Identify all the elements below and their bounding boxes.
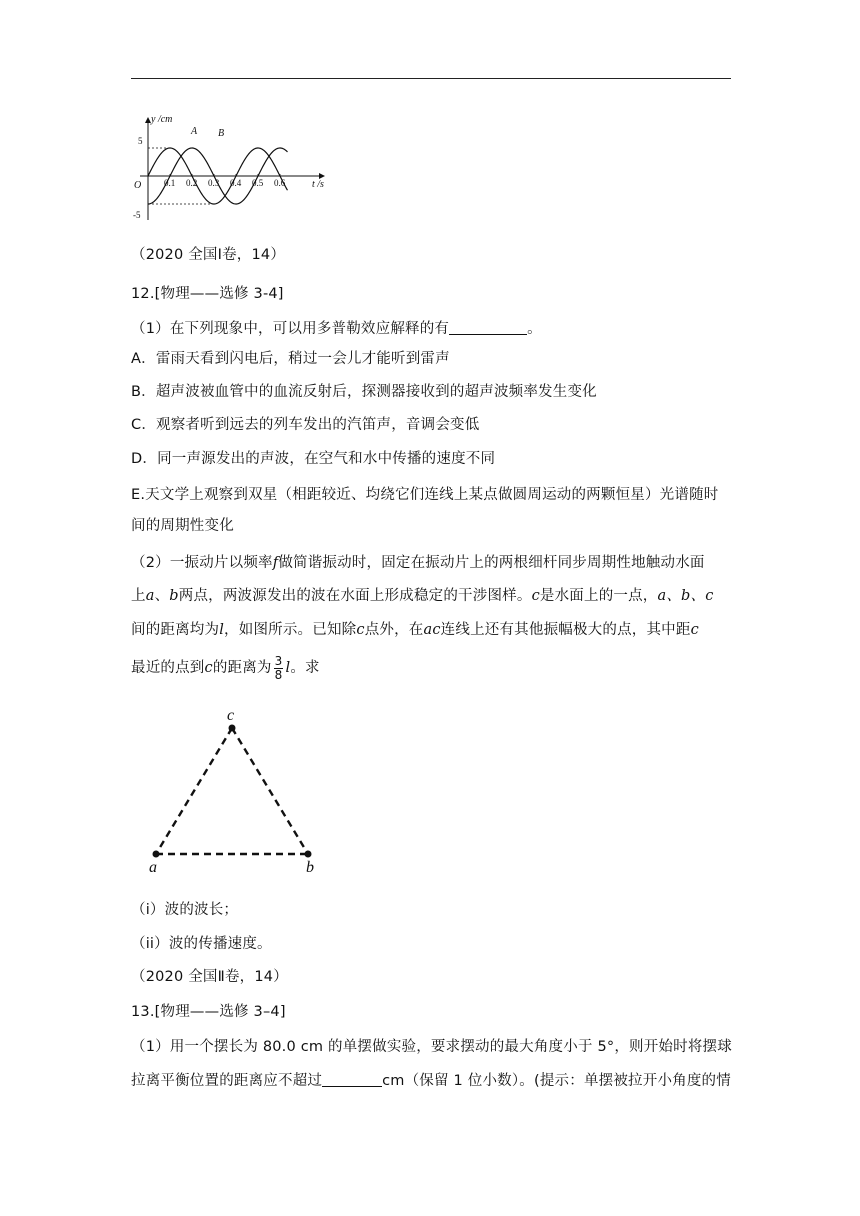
point-c bbox=[229, 725, 236, 732]
q12-sub-ii: （ii）波的传播速度。 bbox=[131, 936, 272, 952]
side-ac bbox=[156, 728, 232, 854]
q12-part2-line1 bbox=[131, 553, 705, 573]
q12-option-c: C．观察者听到远去的列车发出的汽笛声，音调会变低 bbox=[131, 417, 480, 433]
q12-part1-prompt bbox=[131, 319, 542, 339]
text-span: 最近的点到 bbox=[131, 660, 205, 676]
fraction-denominator: 8 bbox=[274, 667, 283, 682]
q12-sub-i: （i）波的波长； bbox=[131, 902, 239, 918]
wave-b-label: B bbox=[218, 128, 225, 139]
var-c: c bbox=[690, 622, 699, 638]
x-tick-label: 0.1 bbox=[164, 178, 176, 188]
var-ac: ac bbox=[423, 622, 441, 638]
text-span: 做简谐振动时，固定在振动片上的两根细杆同步周期性地触动水面 bbox=[278, 555, 705, 571]
text-span: 上 bbox=[131, 588, 146, 604]
q12-option-b: B．超声波被血管中的血流反射后，探测器接收到的超声波频率发生变化 bbox=[131, 384, 597, 400]
var-l: l bbox=[219, 622, 225, 638]
x-axis-label: t /s bbox=[312, 179, 324, 190]
label-b: b bbox=[306, 859, 314, 876]
var-a: a bbox=[145, 588, 155, 604]
q12-option-e-line2: 间的周期性变化 bbox=[131, 518, 234, 534]
text-span: 点外，在 bbox=[364, 622, 424, 638]
q12-heading: 12.[物理——选修 3-4] bbox=[131, 286, 284, 302]
text-span: cm（保留 1 位小数）。(提示：单摆被拉开小角度的情 bbox=[382, 1073, 731, 1089]
point-b bbox=[305, 851, 312, 858]
q12-part1-end: 。 bbox=[527, 321, 542, 337]
q13-line1: （1）用一个摆长为 80.0 cm 的单摆做实验，要求摆动的最大角度小于 5°，则开始时将摆球 bbox=[131, 1039, 732, 1055]
fraction-numerator: 3 bbox=[274, 653, 283, 668]
x-tick-label: 0.3 bbox=[208, 178, 220, 188]
label-c: c bbox=[227, 707, 235, 724]
q12-answer-blank[interactable] bbox=[449, 320, 527, 335]
q12-option-d: D．同一声源发出的声波，在空气和水中传播的速度不同 bbox=[131, 451, 496, 467]
text-span: 、 bbox=[154, 588, 170, 604]
triangle-diagram bbox=[140, 700, 330, 880]
origin-label: O bbox=[134, 180, 142, 191]
x-tick-label: 0.6 bbox=[274, 178, 286, 188]
q12-part2-line3 bbox=[131, 620, 699, 640]
q12-option-a: A．雷雨天看到闪电后，稍过一会儿才能听到雷声 bbox=[131, 351, 450, 367]
text-span: （2）一振动片以频率 bbox=[131, 555, 273, 571]
source-citation-2: （2020 全国Ⅱ卷，14） bbox=[131, 969, 288, 985]
q12-option-e-line1: E.天文学上观察到双星（相距较近、均绕它们连线上某点做圆周运动的两颗恒星）光谱随时 bbox=[131, 487, 719, 503]
q12-part1-text: （1）在下列现象中，可以用多普勒效应解释的有 bbox=[131, 321, 450, 337]
text-span: 的距离为 bbox=[212, 660, 272, 676]
q13-heading: 13.[物理——选修 3–4] bbox=[131, 1004, 286, 1020]
label-a: a bbox=[149, 859, 157, 876]
text-span: 两点，两波源发出的波在水面上形成稳定的干涉图样。 bbox=[178, 588, 532, 604]
text-span: 连线上还有其他振幅极大的点，其中距 bbox=[440, 622, 691, 638]
point-a bbox=[153, 851, 160, 858]
source-citation-1: （2020 全国Ⅰ卷，14） bbox=[131, 247, 286, 263]
var-c: c bbox=[204, 660, 213, 676]
text-span: ，如图所示。已知除 bbox=[224, 622, 357, 638]
fraction-3-8 bbox=[274, 655, 284, 682]
y-tick-5: 5 bbox=[138, 136, 143, 146]
wave-chart bbox=[128, 110, 338, 225]
text-span: 是水面上的一点， bbox=[539, 588, 658, 604]
x-tick-label: 0.2 bbox=[186, 178, 198, 188]
x-tick-label: 0.5 bbox=[252, 178, 264, 188]
var-c: c bbox=[531, 588, 540, 604]
text-span: 拉离平衡位置的距离应不超过 bbox=[131, 1073, 323, 1089]
wave-a-label: A bbox=[191, 126, 198, 137]
var-f: f bbox=[272, 555, 279, 571]
y-tick-neg5: -5 bbox=[133, 210, 141, 220]
q13-line2 bbox=[131, 1071, 731, 1091]
y-axis-label: y /cm bbox=[151, 114, 173, 125]
q12-part2-line2 bbox=[131, 586, 714, 606]
var-abc: a、b、c bbox=[657, 588, 714, 604]
side-bc bbox=[232, 728, 308, 854]
x-tick-label: 0.4 bbox=[230, 178, 242, 188]
q13-answer-blank[interactable] bbox=[322, 1072, 382, 1087]
text-span: 。求 bbox=[290, 660, 320, 676]
var-b: b bbox=[169, 588, 179, 604]
var-c: c bbox=[356, 622, 365, 638]
q12-part2-line4 bbox=[131, 654, 320, 682]
var-l: l bbox=[285, 660, 291, 676]
text-span: 间的距离均为 bbox=[131, 622, 220, 638]
header-rule bbox=[131, 78, 731, 79]
